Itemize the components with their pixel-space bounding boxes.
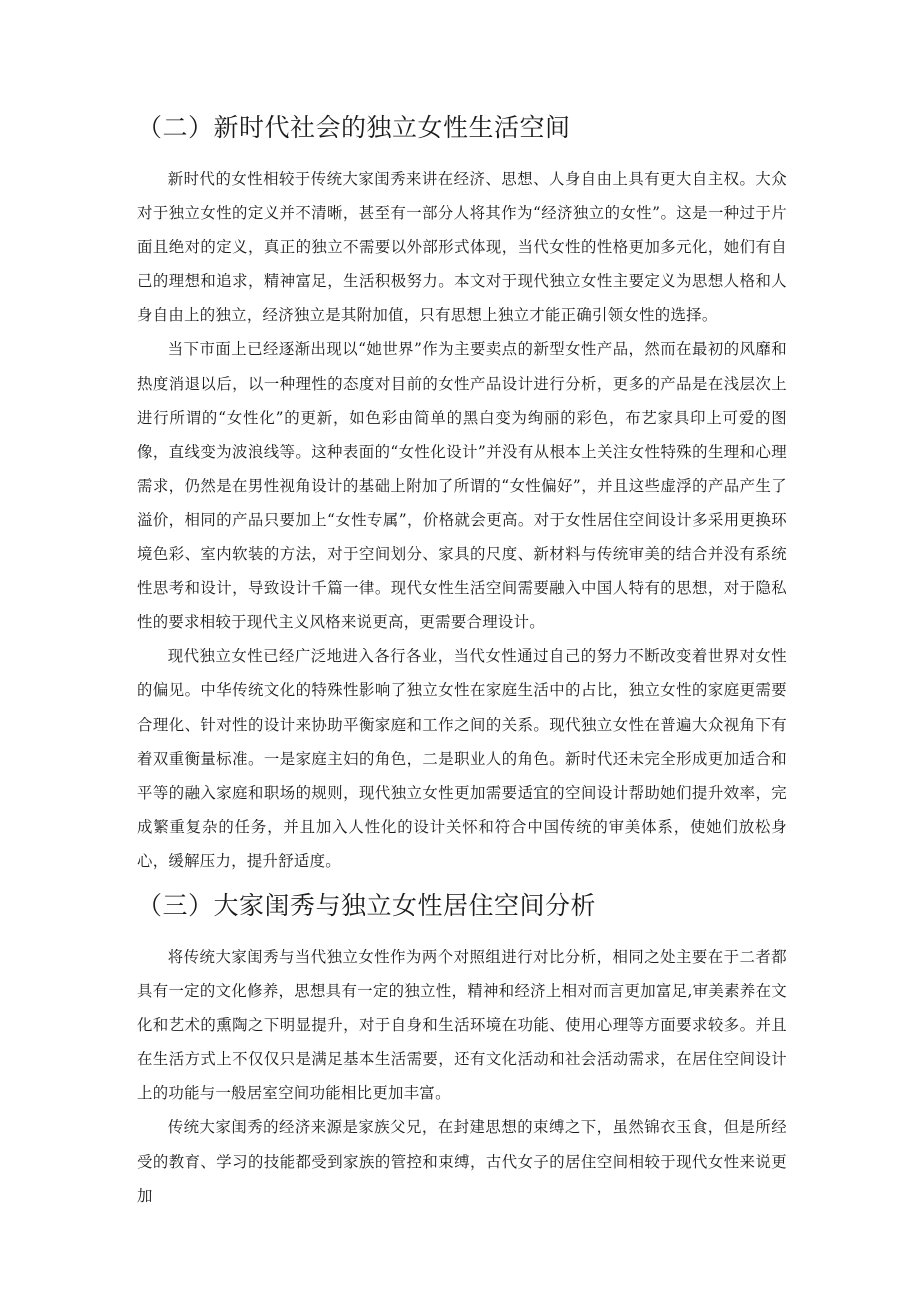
document-page xyxy=(137,108,787,1213)
paragraph: 将传统大家闺秀与当代独立女性作为两个对照组进行对比分析，相同之处主要在于二者都具有一定的文化修养，思想具有一定的独立性，精神和经济上相对而言更加富足,审美素养在文化和艺术的熏陶之下明显提升，对于自身和生活环境在功能、使用心理等方面要求较多。并且在生活方式上不仅仅只是满足基本生活需要，还有文化活动和社会活动需求，在居住空间设计上的功能与一般居室空间功能相比更加丰富。 xyxy=(137,947,787,1103)
paragraph: 当下市面上已经逐渐出现以“她世界”作为主要卖点的新型女性产品，然而在最初的风靡和热度消退以后，以一种理性的态度对目前的女性产品设计进行分析，更多的产品是在浅层次上进行所谓的“女性化”的更新，如色彩由简单的黑白变为绚丽的彩色，布艺家具印上可爱的图像，直线变为波浪线等。这种表面的“女性化设计”并没有从根本上关注女性特殊的生理和心理需求，仍然是在男性视角设计的基础上附加了所谓的“女性偏好”，并且这些虚浮的产品产生了溢价，相同的产品只要加上“女性专属”，价格就会更高。对于女性居住空间设计多采用更换环境色彩、室内软装的方法，对于空间划分、家具的尺度、新材料与传统审美的结合并没有系统性思考和设计，导致设计千篇一律。现代女性生活空间需要融入中国人特有的思想，对于隐私性的要求相较于现代主义风格来说更高，更需要合理设计。 xyxy=(137,340,787,632)
section-heading-2: （二）新时代社会的独立女性生活空间 xyxy=(137,113,571,142)
paragraph: 传统大家闺秀的经济来源是家族父兄，在封建思想的束缚之下，虽然锦衣玉食，但是所经受的教育、学习的技能都受到家族的管控和束缚，古代女子的居住空间相较于现代女性来说更加 xyxy=(137,1118,787,1205)
paragraph: 新时代的女性相较于传统大家闺秀来讲在经济、思想、人身自由上具有更大自主权。大众对于独立女性的定义并不清晰，甚至有一部分人将其作为“经济独立的女性”。这是一种过于片面且绝对的定义，真正的独立不需要以外部形式体现，当代女性的性格更加多元化，她们有自己的理想和追求，精神富足，生活积极努力。本文对于现代独立女性主要定义为思想人格和人身自由上的独立，经济独立是其附加值，只有思想上独立才能正确引领女性的选择。 xyxy=(137,170,787,325)
section-heading-3: （三）大家闺秀与独立女性居住空间分析 xyxy=(137,890,597,920)
paragraph: 现代独立女性已经广泛地进入各行各业，当代女性通过自己的努力不断改变着世界对女性的偏见。中华传统文化的特殊性影响了独立女性在家庭生活中的占比，独立女性的家庭更需要合理化、针对性的设计来协助平衡家庭和工作之间的关系。现代独立女性在普遍大众视角下有着双重衡量标准。一是家庭主妇的角色，二是职业人的角色。新时代还未完全形成更加适合和平等的融入家庭和职场的规则，现代独立女性更加需要适宜的空间设计帮助她们提升效率，完成繁重复杂的任务，并且加入人性化的设计关怀和符合中国传统的审美体系，使她们放松身心，缓解压力，提升舒适度。 xyxy=(137,647,787,870)
